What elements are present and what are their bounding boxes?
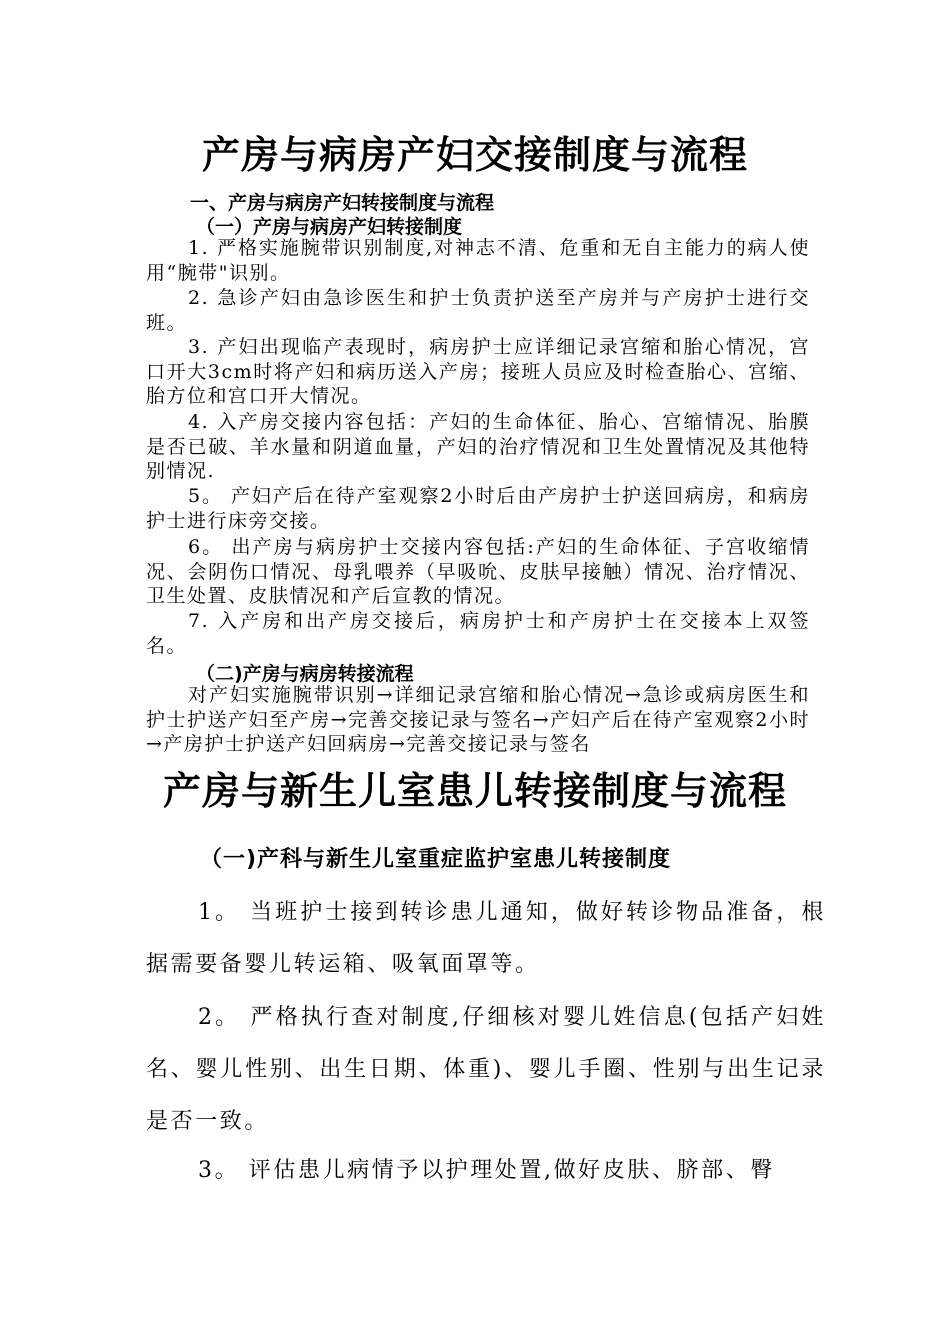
policy-item: 7. 入产房和出产房交接后，病房护士和产房护士在交接本上双签名。 xyxy=(146,610,810,657)
subsection-heading: （二)产房与病房转接流程 xyxy=(196,663,414,685)
policy-item: 3. 产妇出现临产表现时，病房护士应详细记录宫缩和胎心情况，宫口开大3cm时将产妇和病历送入产房；接班人员应及时检查胎心、宫缩、胎方位和宫口开大情况。 xyxy=(146,336,810,408)
subsection-heading: （一）产房与病房产妇转接制度 xyxy=(196,216,463,238)
policy-item: 5。 产妇产后在待产室观察2小时后由产房护士护送回病房，和病房护士进行床旁交接。 xyxy=(146,485,810,532)
policy-item: 1. 严格实施腕带识别制度,对神志不清、危重和无自主能力的病人使用“腕带"识别。 xyxy=(146,237,810,284)
policy-item: 2。 严格执行查对制度,仔细核对婴儿姓信息(包括产妇姓名、婴儿性别、出生日期、体重)、婴儿手圈、性别与出生记录是否一致。 xyxy=(146,1005,826,1134)
policy-item: 3。 评估患儿病情予以护理处置,做好皮肤、脐部、臀 xyxy=(198,1158,775,1183)
policy-item: 4. 入产房交接内容包括：产妇的生命体征、胎心、宫缩情况、胎膜是否已破、羊水量和阴道血量，产妇的治疗情况和卫生处置情况及其他特别情况. xyxy=(146,411,810,483)
subsection-heading: （一)产科与新生儿室重症监护室患儿转接制度 xyxy=(200,847,672,872)
policy-item: 1。 当班护士接到转诊患儿通知，做好转诊物品准备，根据需要备婴儿转运箱、吸氧面罩等。 xyxy=(146,900,826,977)
document-title: 产房与病房产妇交接制度与流程 xyxy=(201,132,748,177)
process-flow: 对产妇实施腕带识别→详细记录宫缩和胎心情况→急诊或病房医生和护士护送产妇至产房→完善交接记录与签名→产妇产后在待产室观察2小时→产房护士护送产妇回病房→完善交接记录与签名 xyxy=(146,684,810,756)
policy-item: 2. 急诊产妇由急诊医生和护士负责护送至产房并与产房护士进行交班。 xyxy=(146,287,810,334)
section-heading: 一、产房与病房产妇转接制度与流程 xyxy=(190,192,495,214)
policy-item: 6。 出产房与病房护士交接内容包括:产妇的生命体征、子宫收缩情况、会阴伤口情况、母乳喂养（早吸吮、皮肤早接触）情况、治疗情况、卫生处置、皮肤情况和产后宣教的情况。 xyxy=(146,536,810,608)
document-title: 产房与新生儿室患儿转接制度与流程 xyxy=(162,768,787,813)
